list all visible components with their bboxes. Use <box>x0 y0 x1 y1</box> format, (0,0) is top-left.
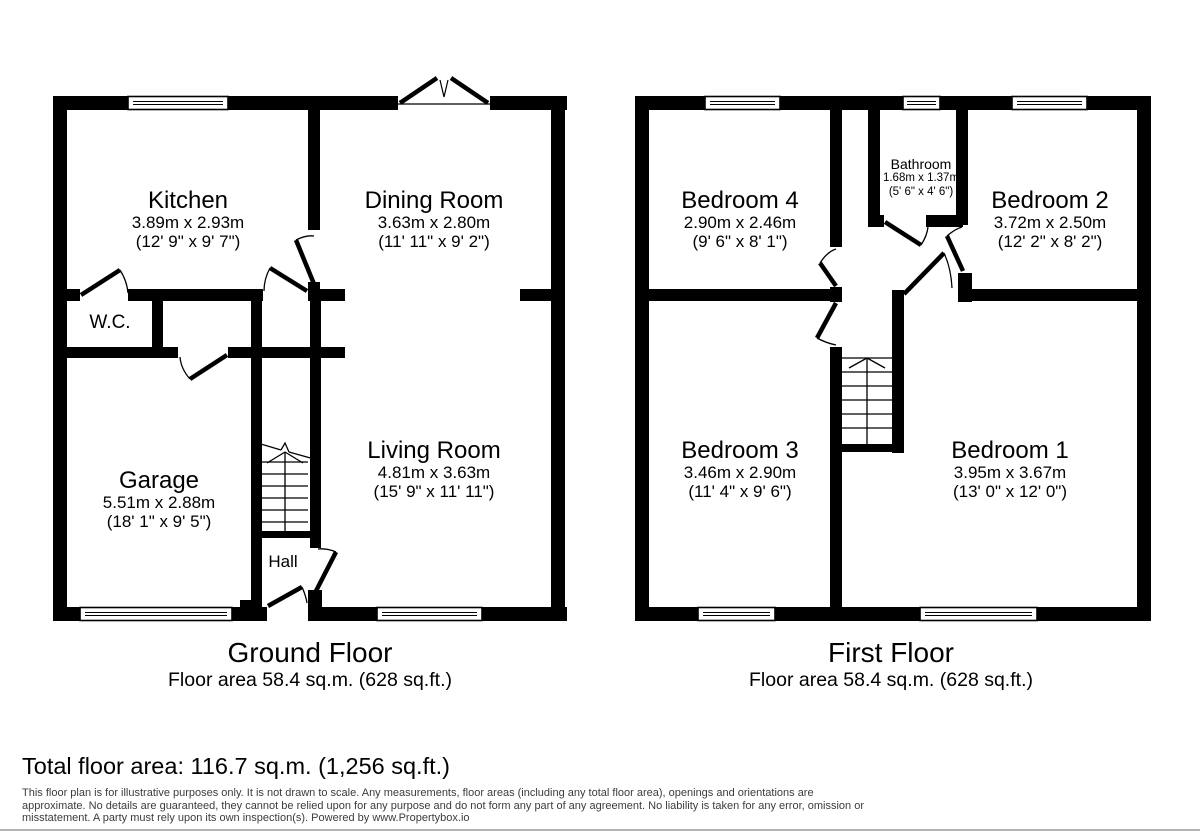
hall-living-door <box>316 549 336 591</box>
front-door <box>268 587 307 606</box>
room-dim-metric: 3.89m x 2.93m <box>131 213 245 232</box>
bedroom3-window <box>698 608 775 621</box>
french-doors <box>398 78 490 104</box>
room-dim-imperial: (11' 4" x 9' 6") <box>688 481 792 501</box>
living-room-window <box>377 608 482 621</box>
room-dim-metric: 5.51m x 2.88m <box>102 493 216 512</box>
first-floor-area: Floor area 58.4 sq.m. (628 sq.ft.) <box>749 669 1033 691</box>
room-label-wc <box>89 313 130 333</box>
room-label-hall <box>268 553 297 571</box>
bottom-divider <box>0 829 1200 831</box>
kitchen-window <box>128 97 228 110</box>
garage-window <box>80 608 232 621</box>
wc-door <box>81 270 128 295</box>
room-dim-metric: 3.63m x 2.80m <box>377 213 491 232</box>
room-dim-imperial: (12' 2" x 8' 2") <box>997 231 1103 251</box>
bedroom4-window <box>705 97 780 110</box>
room-name: Garage <box>118 467 200 494</box>
room-dim-metric: 4.81m x 3.63m <box>377 463 491 482</box>
room-label-bedroom-2 <box>991 187 1108 251</box>
bedroom1-door <box>904 253 952 294</box>
bedroom2-window <box>1012 97 1087 110</box>
room-dim-imperial: (11' 11" x 9' 2") <box>378 231 490 251</box>
bathroom-window <box>903 97 940 110</box>
bathroom-door <box>885 222 928 245</box>
room-dim-imperial: (18' 1" x 9' 5") <box>106 511 212 531</box>
room-dim-imperial: (9' 6" x 8' 1") <box>692 231 788 251</box>
room-name: Bedroom 4 <box>681 187 799 214</box>
staircase-ground <box>254 442 314 531</box>
room-name: Bathroom <box>890 156 952 172</box>
room-label-bathroom <box>883 157 959 199</box>
room-label-bedroom-1 <box>951 437 1068 501</box>
bedroom2-door <box>947 227 963 271</box>
bedroom3-door <box>817 303 836 345</box>
room-name: Bedroom 1 <box>951 437 1069 464</box>
room-label-living-room <box>367 437 500 501</box>
room-label-garage <box>103 467 215 531</box>
room-label-bedroom-4 <box>681 187 798 251</box>
bedroom4-door <box>820 249 836 286</box>
room-label-dining-room <box>365 187 504 251</box>
kitchen-door <box>264 268 307 291</box>
disclaimer-line: This floor plan is for illustrative purposes only. It is not drawn to scale. Any measurements, floor areas (including any total floor area), openings and orientations are <box>22 787 814 799</box>
room-name: Living Room <box>367 437 501 464</box>
room-dim-metric: 2.90m x 2.46m <box>683 213 797 232</box>
disclaimer-line: approximate. No details are guaranteed, they cannot be relied upon for any purpose and do not form any part of any agreement. No liability is taken for any error, omission or <box>22 799 864 812</box>
room-dim-metric: 3.72m x 2.50m <box>993 213 1107 232</box>
first-floor-title: First Floor <box>828 637 954 668</box>
room-name: Dining Room <box>364 187 504 214</box>
room-name: Kitchen <box>147 187 229 214</box>
room-label-kitchen <box>132 187 244 251</box>
room-label-bedroom-3 <box>681 437 798 501</box>
room-name: Bedroom 2 <box>991 187 1109 214</box>
ground-floor-title: Ground Floor <box>227 637 393 668</box>
room-dim-imperial: (15' 9" x 11' 11") <box>373 481 495 501</box>
ground-floor-walls <box>53 96 567 621</box>
ground-floor-windows <box>80 97 482 621</box>
room-name: Bedroom 3 <box>681 437 799 464</box>
room-name: W.C. <box>89 312 131 333</box>
room-dim-imperial: (5' 6" x 4' 6") <box>888 185 954 198</box>
room-name: Hall <box>268 552 298 571</box>
disclaimer-line: misstatement. A party must rely upon its own inspection(s). Powered by www.Propertybox.io <box>22 812 470 825</box>
dining-door <box>296 236 314 284</box>
garage-door <box>180 355 227 379</box>
room-dim-imperial: (12' 9" x 9' 7") <box>135 231 241 251</box>
room-dim-metric: 3.46m x 2.90m <box>683 463 797 482</box>
room-dim-metric: 1.68m x 1.37m <box>882 172 960 184</box>
disclaimer <box>22 787 864 825</box>
bedroom1-window <box>920 608 1037 621</box>
total-floor-area: Total floor area: 116.7 sq.m. (1,256 sq.ft.) <box>22 753 451 779</box>
room-dim-metric: 3.95m x 3.67m <box>953 463 1067 482</box>
room-dim-imperial: (13' 0" x 12' 0") <box>952 481 1067 501</box>
staircase-first <box>842 358 892 444</box>
ground-floor-area: Floor area 58.4 sq.m. (628 sq.ft.) <box>168 669 452 691</box>
